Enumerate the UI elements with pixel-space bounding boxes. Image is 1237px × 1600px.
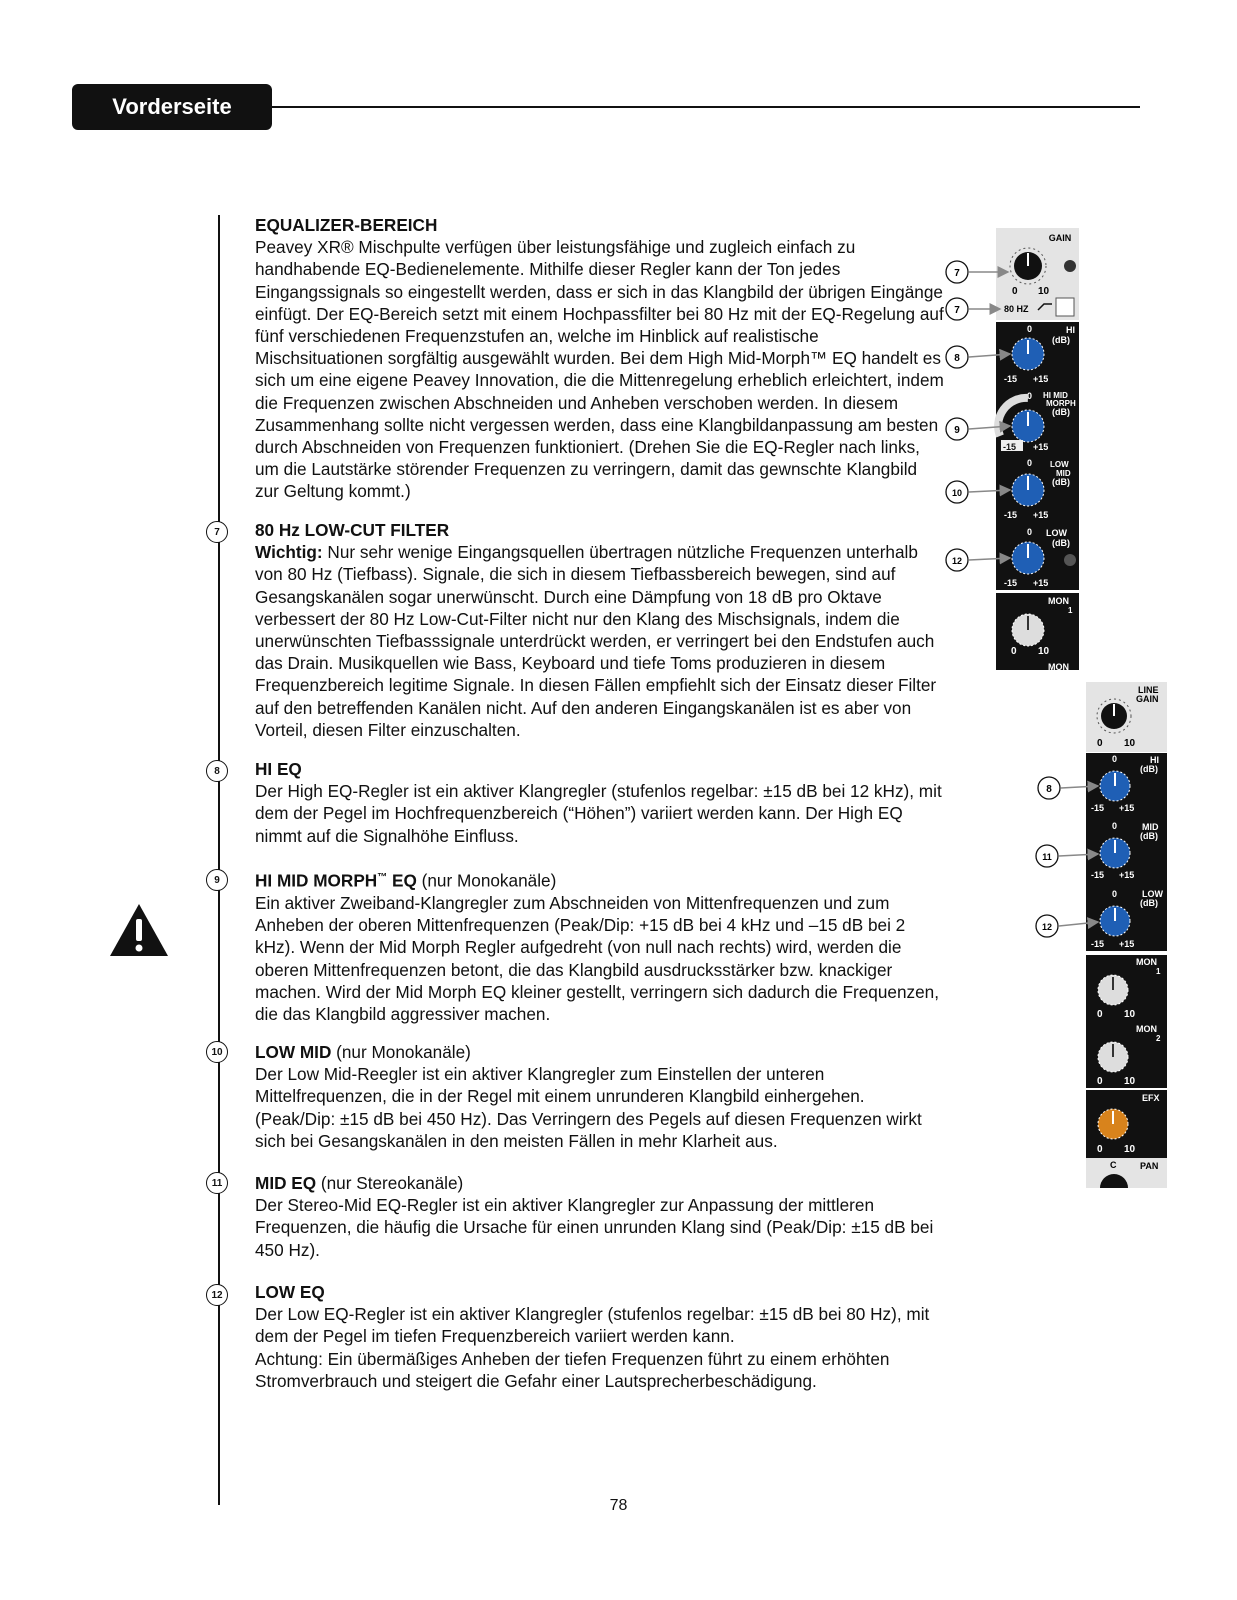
heading-note: (nur Stereokanäle)	[316, 1173, 464, 1193]
section-heading: LOW EQ	[255, 1282, 325, 1302]
mid-label: MID	[1142, 822, 1159, 832]
mon-label-cut: MON	[1048, 662, 1069, 670]
svg-text:8: 8	[1046, 784, 1052, 795]
gain-scale-10: 10	[1124, 738, 1136, 749]
svg-text:12: 12	[951, 556, 963, 566]
section-heading: EQUALIZER-BEREICH	[255, 215, 438, 235]
section-heading: HI EQ	[255, 759, 302, 779]
low-minus: -15	[1091, 939, 1105, 949]
himid-db-label: (dB)	[1052, 407, 1070, 417]
lowmid-zero: 0	[1027, 458, 1033, 468]
mon2-scale-0: 0	[1097, 1076, 1103, 1087]
marker-7: 7	[206, 521, 228, 543]
mon1-scale-0: 0	[1097, 1009, 1103, 1020]
low-label: LOW	[1046, 528, 1067, 538]
section-paragraph: Der Low Mid-Reegler ist ein aktiver Klangregler zum Einstellen der unteren Mittelfrequenzen, die in der Regel mit einem unrunderen Klangbild einhergehen. (Peak/Dip: ±15 dB bei 450 Hz). Das Verringern des Pegels auf diesen Frequenzen wirkt sich bei Gesangskanälen in den meisten Fällen in mehr Klarheit aus.	[255, 1064, 922, 1151]
heading-text: HI MID MORPH	[255, 870, 378, 891]
header-rule	[272, 106, 1140, 108]
section-low-cut	[255, 519, 945, 741]
mon-label: MON	[1048, 596, 1069, 606]
svg-text:7: 7	[954, 305, 960, 316]
lowmid-minus: -15	[1004, 510, 1018, 520]
efx-scale-10: 10	[1124, 1144, 1136, 1155]
hi-zero: 0	[1027, 324, 1033, 334]
morph-label: MORPH	[1046, 399, 1076, 408]
mon2-scale-10: 10	[1124, 1076, 1136, 1087]
heading-note: (nur Monokanäle)	[416, 870, 557, 891]
stereo-mon-panel	[1086, 955, 1167, 1088]
heading-tail: EQ	[387, 870, 417, 891]
low-plus: +15	[1033, 578, 1049, 588]
gain-label: GAIN	[1048, 233, 1072, 243]
low-db-label: (dB)	[1140, 898, 1158, 908]
section-paragraph: Der Low EQ-Regler ist ein aktiver Klangregler (stufenlos regelbar: ±15 dB bei 80 Hz), mit dem der Pegel im tiefen Frequenzbereich variiert werden kann.	[255, 1304, 930, 1347]
lowmid-mid-label: MID	[1056, 469, 1071, 478]
hi-zero: 0	[1112, 754, 1118, 764]
low-label: LOW	[1142, 889, 1163, 899]
lowmid-label: LOW	[1050, 460, 1069, 469]
marker-8: 8	[206, 760, 228, 782]
heading-note: (nur Monokanäle)	[331, 1042, 471, 1062]
section-paragraph-warning: Achtung: Ein übermäßiges Anheben der tiefen Frequenzen führt zu einem erhöhten Stromverbrauch und steigert die Gefahr einer Lautsprecherbeschädigung.	[255, 1348, 890, 1391]
low-minus: -15	[1004, 578, 1018, 588]
low-plus: +15	[1119, 939, 1135, 949]
section-equalizer	[255, 214, 945, 503]
low-zero: 0	[1112, 889, 1118, 899]
hi-label: HI	[1066, 325, 1075, 335]
low-zero: 0	[1027, 527, 1033, 537]
svg-text:8: 8	[954, 353, 960, 364]
mon1-scale-10: 10	[1124, 1009, 1136, 1020]
gain-label: GAIN	[1136, 694, 1159, 704]
warning-triangle-icon	[108, 902, 170, 958]
mid-zero: 0	[1112, 821, 1118, 831]
low-led-icon	[1064, 554, 1076, 566]
section-heading: 80 Hz LOW-CUT FILTER	[255, 520, 450, 540]
svg-text:9: 9	[954, 425, 960, 436]
section-title: Vorderseite	[112, 94, 232, 119]
section-heading	[255, 1172, 945, 1194]
body-text: Nur sehr wenige Eingangsquellen übertragen nützliche Frequenzen unterhalb von 80 Hz (Tiefbass). Signale, die sich in diesem Tiefbassbereich bewegen, sind auf Gesangskanälen sogar unerwünscht. Durch eine Dämpfung von 18 dB pro Oktave verbessert der 80 Hz Low-Cut-Filter nicht nur den Klang des Mischsignals, indem die unerwünschten Tiefbasssignale unterdrückt werden, er verringert bei den Endstufen auch das Drain. Musikquellen wie Bass, Keyboard und tiefe Toms produzieren in diesem Frequenzbereich legitime Signale. In diesen Fällen empfiehlt sich der Einsatz dieser Filter auf den betreffenden Kanälen nicht. Auf den anderen Eingangskanälen ist es aber von Vorteil, diesen Filter einzuschalten.	[255, 542, 937, 740]
svg-text:10: 10	[951, 488, 963, 498]
gain-scale-0: 0	[1012, 286, 1018, 297]
svg-text:12: 12	[1041, 922, 1053, 932]
lowmid-db-label: (dB)	[1052, 477, 1070, 487]
lead-text: Wichtig:	[255, 542, 323, 563]
section-hi-mid-morph	[255, 867, 945, 1025]
lowcut-switch[interactable]	[1056, 298, 1074, 316]
himid-zero: 0	[1027, 391, 1033, 401]
heading-text: MID EQ	[255, 1173, 317, 1193]
callout-7-filter	[946, 298, 1000, 320]
mid-plus: +15	[1119, 870, 1135, 880]
section-heading	[255, 1041, 945, 1063]
pan-center-label: C	[1110, 1160, 1117, 1170]
mid-minus: -15	[1091, 870, 1105, 880]
hi-plus: +15	[1033, 374, 1049, 384]
section-paragraph: Der High EQ-Regler ist ein aktiver Klangregler (stufenlos regelbar: ±15 dB bei 12 kHz), mit dem der Pegel im Hochfrequenzbereich (“Höhen”) variiert werden kann. Der High EQ nimmt auf die Signalhöhe Einfluss.	[255, 781, 942, 846]
pan-label: PAN	[1140, 1161, 1159, 1171]
filter-label: 80 HZ	[1004, 304, 1029, 314]
efx-scale-0: 0	[1097, 1144, 1103, 1155]
section-paragraph: Der Stereo-Mid EQ-Regler ist ein aktiver Klangregler zur Anpassung der mittleren Frequenzen, die häufig die Ursache für einen unrunden Klang sind (Peak/Dip: ±15 dB bei 450 Hz).	[255, 1195, 934, 1260]
page-number: 78	[609, 1497, 628, 1514]
hi-db-label: (dB)	[1052, 335, 1070, 345]
heading-text: LOW MID	[255, 1042, 332, 1062]
hi-db-label: (dB)	[1140, 764, 1158, 774]
section-paragraph: Peavey XR® Mischpulte verfügen über leistungsfähige und zugleich einfach zu handhabende EQ-Bedienelemente. Mithilfe dieser Regler kann der Ton jedes Eingangssignals so eingestellt werden, dass er sich in das Klangbild der übrigen Eingänge einfügt. Der EQ-Bereich setzt mit einem Hochpassfilter bei 80 Hz mit der EQ-Regelung auf fünf verschiedenen Frequenzstufen an, welche im Hinblick auf realistische Mischsituationen sorgfältig ausgewählt wurden. Bei dem High Mid-Morph™ EQ handelt es sich um eine eigene Peavey Innovation, die die Mittenregelung erheblich erleichtert, indem die Frequenzen zwischen Abschneiden und Anheben verschoben werden. In diesem Zusammenhang sollte nicht vergessen werden, dass eine Klangbildanpassung am besten durch Abschneiden von Frequenzen funktioniert. (Drehen Sie die EQ-Regler nach links, um die Lautstärke störender Frequenzen zu verringern, damit das gewnschte Klangbild zur Geltung kommt.)	[255, 237, 944, 502]
efx-label: EFX	[1142, 1093, 1160, 1103]
section-paragraph	[255, 541, 945, 741]
section-hi-eq	[255, 758, 945, 847]
mon-scale-10: 10	[1038, 646, 1050, 657]
mon-scale-0: 0	[1011, 646, 1017, 657]
stereo-channel-strip	[1030, 680, 1170, 1190]
section-paragraph: Ein aktiver Zweiband-Klangregler zum Abschneiden von Mittenfrequenzen und zum Anheben der oberen Mittenfrequenzen (Peak/Dip: +15 dB bei 4 kHz und –15 dB bei 2 kHz). Wenn der Mid Morph Regler aufgedreht (von null nach rechts) wird, werden die oberen Mittenfrequenzen betont, die das Klangbild ausdrucksstärker bzw. knackiger machen. Wird der Mid Morph EQ kleiner gestellt, verringern sich dadurch die Frequenzen, die das Klangbild aggressiver machen.	[255, 892, 939, 1024]
marker-10: 10	[206, 1041, 228, 1063]
section-low-mid	[255, 1041, 945, 1152]
line-label: LINE	[1138, 685, 1159, 695]
section-mid-eq	[255, 1172, 945, 1261]
hi-minus: -15	[1004, 374, 1018, 384]
mon1-number: 1	[1156, 967, 1161, 976]
hi-plus: +15	[1119, 803, 1135, 813]
svg-text:7: 7	[954, 268, 960, 279]
svg-text:11: 11	[1042, 852, 1052, 862]
mid-db-label: (dB)	[1140, 831, 1158, 841]
gain-scale-10: 10	[1038, 286, 1050, 297]
mon1-label: MON	[1136, 957, 1157, 967]
section-low-eq	[255, 1281, 945, 1392]
mon2-number: 2	[1156, 1034, 1161, 1043]
gain-led-icon	[1064, 260, 1076, 272]
gain-scale-0: 0	[1097, 738, 1103, 749]
himid-label: HI MID	[1043, 391, 1068, 400]
mono-channel-strip	[940, 226, 1085, 670]
himid-minus: -15	[1003, 442, 1017, 452]
hi-label: HI	[1150, 755, 1159, 765]
mon-number: 1	[1068, 606, 1073, 615]
trademark: ™	[377, 872, 388, 883]
low-db-label: (dB)	[1052, 538, 1070, 548]
mon2-label: MON	[1136, 1024, 1157, 1034]
section-header-tab	[72, 84, 272, 130]
marker-9: 9	[206, 869, 228, 891]
hi-minus: -15	[1091, 803, 1105, 813]
himid-plus: +15	[1033, 442, 1049, 452]
margin-rule	[218, 215, 220, 1505]
marker-12: 12	[206, 1284, 228, 1306]
section-heading	[255, 867, 945, 892]
lowmid-plus: +15	[1033, 510, 1049, 520]
marker-11: 11	[206, 1172, 228, 1194]
